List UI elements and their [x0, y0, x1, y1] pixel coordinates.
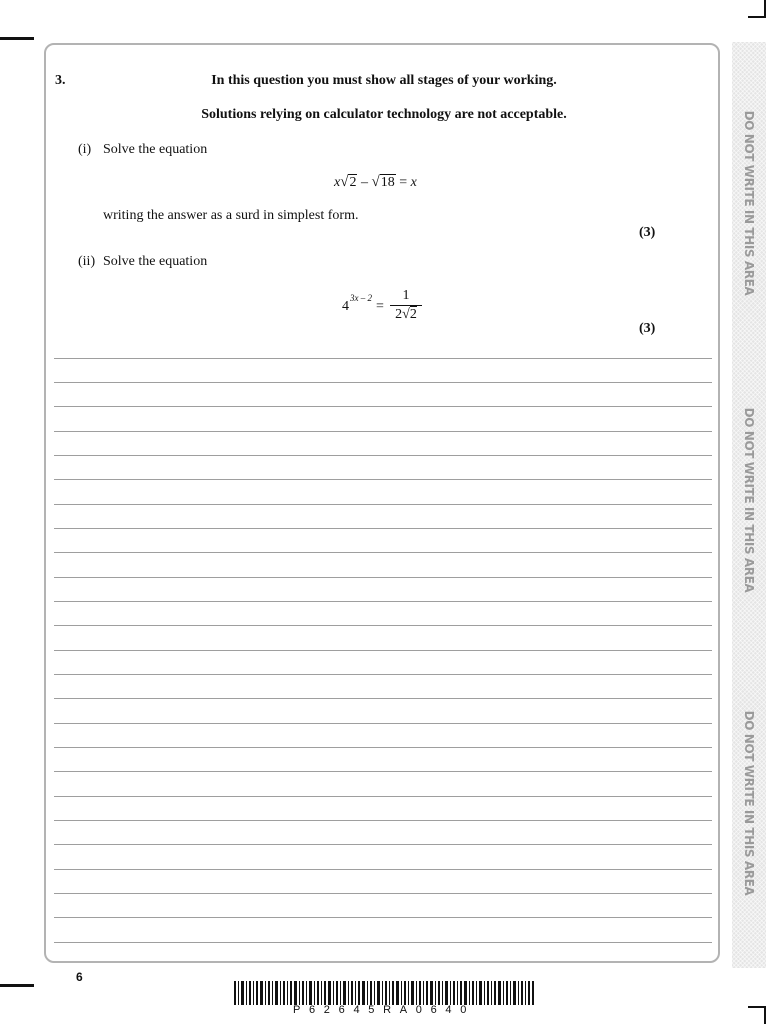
answer-line[interactable] [54, 431, 712, 432]
barcode-text: P62645RA0640 [292, 1004, 476, 1016]
equation-base: 4 [342, 299, 349, 314]
part-i-prompt: Solve the equation [103, 142, 208, 157]
registration-mark-bottom-left [0, 984, 34, 987]
part-i-label: (i) [78, 142, 92, 157]
minus-sign: – [360, 175, 368, 190]
denominator-coefficient: 2 [395, 307, 403, 322]
answer-line[interactable] [54, 942, 712, 943]
fraction-bar [390, 305, 422, 306]
part-ii-label: (ii) [78, 254, 96, 269]
radicand-18: 18 [380, 175, 395, 190]
do-not-write-label-top: DO NOT WRITE IN THIS AREA [742, 110, 756, 296]
equals-sign: = [376, 299, 384, 314]
barcode [234, 981, 534, 1005]
part-ii-prompt: Solve the equation [103, 254, 208, 269]
part-i-marks: (3) [639, 225, 656, 240]
part-i-follow-up: writing the answer as a surd in simplest form. [103, 208, 359, 223]
answer-line[interactable] [54, 455, 712, 456]
answer-line[interactable] [54, 917, 712, 918]
answer-line[interactable] [54, 820, 712, 821]
crop-mark-bottom-right-vertical [764, 1006, 766, 1024]
answer-line[interactable] [54, 479, 712, 480]
answer-line[interactable] [54, 771, 712, 772]
answer-line[interactable] [54, 577, 712, 578]
answer-line[interactable] [54, 406, 712, 407]
answer-line[interactable] [54, 504, 712, 505]
instruction-no-calculator: Solutions relying on calculator technology are not acceptable. [201, 107, 567, 122]
answer-line[interactable] [54, 528, 712, 529]
do-not-write-label-bottom: DO NOT WRITE IN THIS AREA [742, 710, 756, 896]
equals-sign: = [399, 175, 408, 190]
equation-var-x-right: x [410, 175, 417, 190]
answer-line[interactable] [54, 674, 712, 675]
equation-exponent: 3x – 2 [350, 293, 372, 303]
radicand-2: 2 [349, 175, 357, 190]
answer-line[interactable] [54, 650, 712, 651]
fraction [390, 288, 422, 323]
answer-line[interactable] [54, 796, 712, 797]
answer-line[interactable] [54, 869, 712, 870]
registration-mark-top-left [0, 37, 34, 40]
answer-line[interactable] [54, 552, 712, 553]
answer-line[interactable] [54, 844, 712, 845]
answer-line[interactable] [54, 382, 712, 383]
answer-line[interactable] [54, 747, 712, 748]
fraction-denominator [390, 307, 422, 323]
sqrt-sign-icon: √ [402, 307, 410, 322]
answer-line[interactable] [54, 625, 712, 626]
do-not-write-label-middle: DO NOT WRITE IN THIS AREA [742, 407, 756, 593]
crop-mark-bottom-right-horizontal [748, 1006, 766, 1008]
page-number: 6 [76, 970, 83, 984]
answer-line[interactable] [54, 358, 712, 359]
denominator-radicand: 2 [409, 307, 417, 322]
equation-part-i [334, 174, 417, 191]
answer-line[interactable] [54, 698, 712, 699]
question-number: 3. [55, 73, 66, 88]
answer-line[interactable] [54, 893, 712, 894]
sqrt-sign-icon: √ [371, 174, 380, 190]
part-ii-marks: (3) [639, 321, 656, 336]
sqrt-sign-icon: √ [340, 174, 349, 190]
answer-line[interactable] [54, 601, 712, 602]
fraction-numerator: 1 [402, 288, 410, 303]
answer-line[interactable] [54, 723, 712, 724]
crop-mark-top-right-horizontal [748, 16, 766, 18]
instruction-show-working: In this question you must show all stages of your working. [211, 73, 557, 88]
equation-var-x-left: x [334, 175, 341, 190]
